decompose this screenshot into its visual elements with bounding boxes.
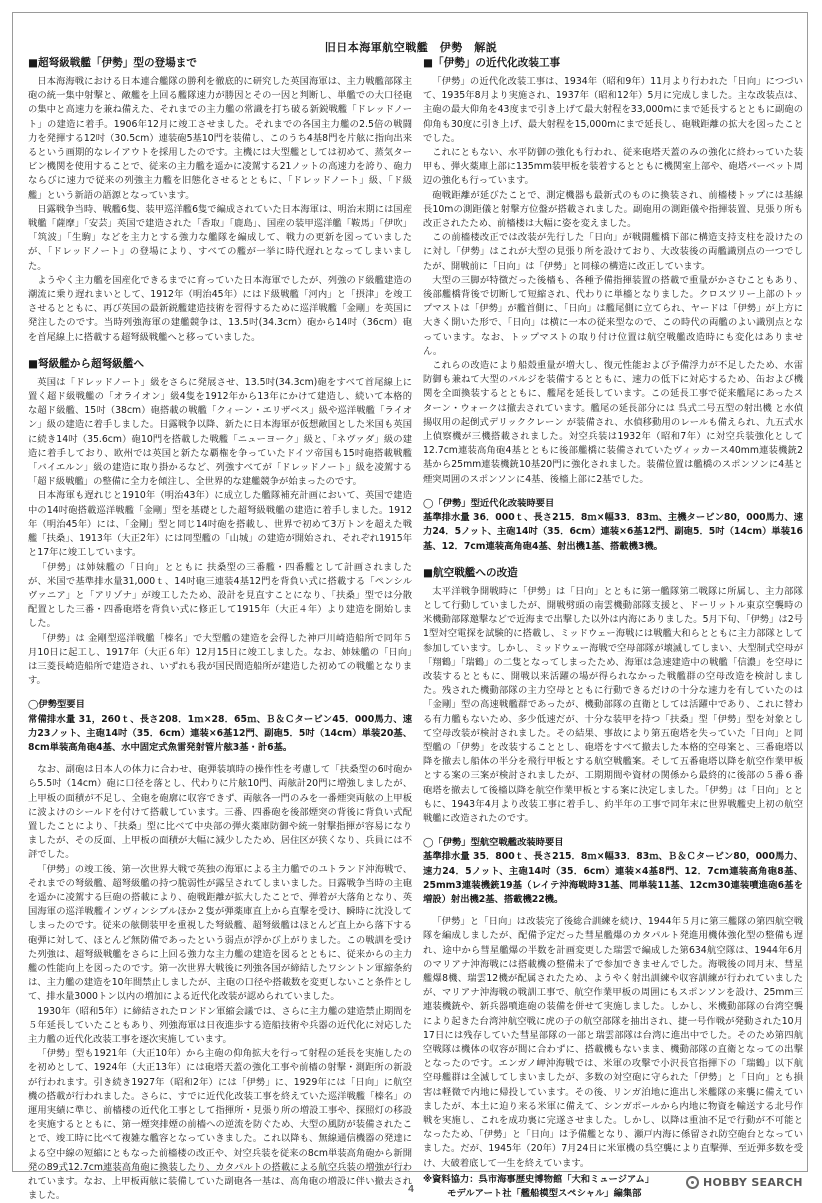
paragraph: ようやく主力艦を国産化できるまでに育っていた日本海軍でしたが、列強のド級艦建造の潮流に乗り遅れまいとして、1912年（明治45年）にはド級戦艦「河内」と「摂津」を竣工させるとともに、再び英国の最新鋭艦建造技術を習得するために巡洋戦艦「金剛」を英国に発注したのです。当時列強海軍の建艦競争は、13.5吋(34.3cm）砲から14吋（36cm）砲を首尾線上に搭載する超弩級戦艦へと移っていました。 bbox=[28, 274, 412, 343]
specs-title-ise-class: ◯伊勢型要目 bbox=[28, 699, 85, 711]
credit-line: モデルアート社「艦船模型スペシャル」編集部 bbox=[447, 1188, 642, 1200]
paragraph: 「伊勢」型も1921年（大正10年）から主砲の仰角拡大を行って射程の延長を実施したのを初めとして、1924年（大正13年）には砲塔天蓋の強化工事や前檣の射撃・測距所の新設が行われます。引き続き1927年（昭和2年）には「伊勢」に、1929年には「日向」に航空機の搭載が行われました。さらに、すでに近代化改装工事を終えていた巡洋戦艦「榛名」の運用実績に準じ、前檣楼の近代化工事として指揮所・見張り所の増設工事や、探照灯の移設を実施するとともに、第一煙突排煙の前檣への逆流を防ぐため、大型の風防が装備されたことで、竣工時に比べて複雑な艦容となっていきました。これ以降も、無線通信機器の発達による空中線の短縮にともなった前檣楼の改正や、対空兵装を従来の8cm単装高角砲から新開発の89式12.7cm連装高角砲に換装したり、カタパルトの搭載による航空兵装の増強が行われています。なお、上甲板両舷に装備していた副砲各一基は、高角砲の増設に伴い撤去されました。 bbox=[28, 1048, 412, 1202]
paragraph: 日本海海戦における日本連合艦隊の勝利を徹底的に研究した英国海軍は、主力戦艦部隊主砲の統一集中射撃と、敵艦を上回る艦隊速力が勝因とその一因と判断し、単艦での大口径砲の集中と高速力を兼ね備えた、それまでの主力艦の常識を打ち破る新鋭戦艦「ドレッドノート」の建造に着手。1906年12月に竣工させました。それまでの各国主力艦の2.5倍の戦闘力を発揮する12吋（30.5cm）連装砲5基10門を装備し、このうち4基8門を片舷に指向出来るという画期的なレイアウトを採用したのです。主機には大型艦としては初めて、蒸気タービン機関を使用することで、従来の主力艦を遥かに凌駕する21ノットの高速力を誇り、砲力ならびに速力で従来の列強主力艦を旧態化させるとともに、「ドレッドノート」級、「ド級艦」という新語の語源となっています。 bbox=[28, 76, 412, 201]
specs-text-modernized: 基準排水量 36．000ｔ、長さ215．8ｍ×幅33．83ｍ、主機タービン80，000馬力、速力24．5ノット、主砲14吋（35．6cm）連装×6基12門、副砲5．5吋（14cm）単装16基、12．7cm連装高角砲4基、射出機1基、搭載機3機。 bbox=[423, 512, 803, 552]
section-heading-modernization: ■「伊勢」の近代化改装工事 bbox=[423, 57, 561, 69]
paragraph: 日本海軍も遅れじと1910年（明治43年）に成立した艦隊補充計画において、英国で建造中の14吋砲搭載巡洋戦艦「金剛」型を基礎とした超弩級戦艦の建造に着手しました。1912年（明治45年）には、「金剛」型と同じ14吋砲を搭載し、世界で初めて3万トンを超えた戦艦「扶桑」、1913年（大正2年）には同型艦の「山城」の建造が開始され、それぞれ1915年と17年に竣工しています。 bbox=[28, 490, 412, 559]
paragraph: 「伊勢」の竣工後、第一次世界大戦で英独の海軍による主力艦でのユトランド沖海戦で、それまでの弩級艦、超弩級艦の持つ脆弱性が露呈されてしまいました。日露戦争当時の主砲を遥かに凌駕する巨砲の搭載により、砲戦距離が拡大したことで、弾着が大落角となり、英国海軍の巡洋戦艦インヴィンシブルほか２隻が弾薬庫直上から直撃を受け、瞬時に沈没してしまったのです。従来の舷側装甲を重視した弩級艦、超弩級艦はほとんど直上から落下する砲弾に対して、ほとんど無防備であったという弱点が浮かび上がりました。この戦訓を受けた列強は、超弩級戦艦をさらに上回る強力な主力艦の建造を図るとともに、従来からの主力艦の性能向上を図ったのです。第一次世界大戦後に列強各国が締結したワシントン軍縮条約は、主力艦の建造を10年間禁止しましたが、主砲の口径や搭載数を変更しないこと条件として、排水量3000トン以内の増加による近代化改装が認められていました。 bbox=[28, 863, 412, 1003]
paragraph: この前檣楼改正では改装が先行した「日向」が戦闘艦橋下部に構造支持支柱を設けたのに対し「伊勢」はこれが大型の見張り所を設けており、大改装後の両艦識別点の一つでしたが、開戦前に「日向」は「伊勢」と同様の構造に改正しています。 bbox=[423, 232, 803, 272]
paragraph: 「伊勢」は 金剛型巡洋戦艦「榛名」で大型艦の建造を会得した神戸川崎造船所で同年５月10日に起工し、1917年（大正６年）12月15日に竣工しました。なお、姉妹艦の「日向」は三菱長崎造船所で建造され、いずれも我が国民間造船所が建造した初めての戦艦となります。 bbox=[28, 632, 412, 687]
section-heading-superdreadnought: ■超弩級戦艦「伊勢」型の登場まで bbox=[28, 57, 197, 69]
page-number: 4 bbox=[407, 1184, 415, 1195]
paragraph: 1930年（昭和5年）に締結されたロンドン軍縮会議では、さらに主力艦の建造禁止期間を５年延長していたこともあり、列強海軍は日夜進歩する造船技術や兵器の近代化に対応した主力艦の近代化改装工事を逐次実施しています。 bbox=[28, 1005, 412, 1045]
paragraph: 「伊勢」の近代化改装工事は、1934年（昭和9年）11月より行われた「日向」につづいて、1935年8月より実施され、1937年（昭和12年）5月に完成しました。主な改装点は、主砲の最大仰角を43度まで引き上げて最大射程を33,000mにまで延長するとともに副砲の仰角も30度に引き上げ、最大射程を15,000mにまで延長し、砲戦距離の拡大を図ったことでした。 bbox=[423, 76, 803, 144]
paragraph: これらの改造により船殻重量が増大し、復元性能および予備浮力が不足したため、水雷防御も兼ねて大型のバルジを装備するとともに、速力の低下に対応するため、缶および機関を全面換装するとともに、艦尾を延長しています。この延長工事で従来艦尾にあったスターン・ウォークは撤去されています。艦尾の延長部分には 呉式二号五型の射出機 と水偵揚収用の起倒式デリッククレーン が装備され、水偵移動用のレールも備えられ、九五式水上偵察機が三機搭載されました。対空兵装は1932年（昭和7年）に対空兵装強化として12.7cm連装高角砲4基とともに後部艦橋に装備されていたヴィッカース40mm連装機銃2基から25mm連装機銃10基20門に強化されました。装備位置は艦橋のスポンソンに4基と煙突周囲のスポンソンに4基、後檣上部に2基でした。 bbox=[423, 360, 803, 485]
paragraph: 「伊勢」と「日向」は改装完了後総合訓練を続け、1944年５月に第三艦隊の第四航空戦隊を編成しましたが、配備予定だった彗星艦爆のカタパルト発進用機体強化型の整備も遅れ、途中から彗星艦爆の半数を計画変更した瑞雲で編成した第634航空隊は、1944年6月のマリアナ沖海戦には搭載機の整備未了で参加できませんでした。海戦後の同月末、彗星艦爆8機、瑞雲12機が配属されたため、ようやく射出訓練や収容訓練が行われていましたが、マリアナ沖海戦の戦訓工事で、航空作業甲板の周囲にもスポンソンを設け、25mm三連装機銃や、新兵器噴進砲の装備を併せて実施しました。しかし、米機動部隊の台湾空襲により起きた台湾沖航空戦に虎の子の航空部隊を抽出され、捷一号作戦が発動された10月17日には残存していた彗星部隊の一部と瑞雲部隊は台湾に進出中でした。そのため第四航空戦隊は機体の収容が間に合わずに、搭載機もないまま、機動部隊の直衛となっての出撃となったのです。エンガノ岬沖海戦では、米軍の攻撃で小沢長官指揮下の「瑞鶴」以下航空母艦群は全滅してしまいましたが、多数の対空砲に守られた「伊勢」と「日向」とも損害は軽微で内地に帰投しています。その後、リンガ泊地に進出し米艦隊の来襲に備えていましたが、本土に迫り来る米軍に備えて、シンガポールから内地に物資を輸送する北号作戦を実施し、これを成功裏に完遂させました。しかし、以降は重油不足で行動が不可能となったため、「伊勢」と「日向」は予備艦となり、瀬戸内海に係留され防空砲台となっていました。だが、1945年（20年）7月24日に米軍機の呉空襲により直撃弾、至近弾多数を受け、大破着底して一生を終えています。 bbox=[423, 916, 803, 1169]
specs-text-aviation-battleship: 基準排水量 35．800ｔ、長さ215．8ｍ×幅33．83ｍ、Ｂ＆Ｃタービン80，000馬力、速力24．5ノット、主砲14吋（35．6cm）連装×4基8門、12．7cm連装高角砲8基、25mm3連装機銃19基（レイテ沖海戦時31基、同単装11基、12cm30連装噴進砲6基を増設）射出機2基、搭載機22機。 bbox=[423, 851, 803, 905]
specs-title-modernized: ◯「伊勢」型近代化改装時要目 bbox=[423, 497, 555, 509]
watermark-text: HOBBY SEARCH bbox=[703, 1175, 803, 1189]
paragraph: これにともない、水平防御の強化も行われ、従来砲塔天蓋のみの強化に終わっていた装甲も、弾火薬庫上部に135mm装甲板を装着するとともに機関室上部や、砲塔バーベット周辺の強化も行っています。 bbox=[423, 147, 803, 187]
section-heading-dreadnought-to-super: ■弩級艦から超弩級艦へ bbox=[28, 357, 144, 370]
paragraph: 「伊勢」は姉妹艦の「日向」とともに 扶桑型の三番艦・四番艦として計画されましたが、米国で基準排水量31,000ｔ、14吋砲三連装4基12門を背負い式に搭載する「ペンシルヴァニア」と「アリゾナ」が竣工したため、設計を見直すことになり、「扶桑」型では分散配置とした三番・四番砲塔を背負い式に修正して1915年（大正４年）より建造を開始しました。 bbox=[28, 561, 412, 630]
specs-title-aviation-battleship: ◯「伊勢」型航空戦艦改装時要目 bbox=[423, 837, 564, 849]
paragraph: 英国は「ドレッドノート」級をさらに発展させ、13.5吋(34.3cm)砲をすべて首尾線上に置く超ド級戦艦の「オライオン」級4隻を1912年から13年にかけて建造し、続いて本格的な超ド級艦、15吋（38cm）砲搭載の戦艦「クィーン・エリザベス」級や巡洋戦艦「ライオン」級の建造に着手しました。日露戦争以降、新たに日本海軍が仮想敵国とした米国も英国に続き14吋（35.6cm）砲10門を搭載した戦艦「ニューヨーク」級と、「ネヴァダ」級の建造に着手しており、欧州では英国と新たな覇権を争っていたドイツ帝国も15吋砲搭載戦艦「バイエルン」級の建造に取り掛かるなど、列強すべてが「ドレッドノート」級を凌駕する「超ド級戦艦」の整備に全力を傾注し、全世界的な建艦競争が始まったのです。 bbox=[28, 376, 412, 488]
credit-line: ※資料協力：呉市海事歴史博物館「大和ミュージアム」 bbox=[423, 1173, 655, 1185]
paragraph: 大型の三脚が特徴だった後檣も、各種予備指揮装置の搭載で重量がかさむこともあり、後部艦橋背後で切断して短縮され、代わりに単檣となりました。クロスツリー上部のトップマストは「伊勢」が艦首側に、「日向」は艦尾側に立てられ、ヤードは「伊勢」が上方に大きく開いた形で、「日向」は横に一本の従来型なので、この時代の両艦のよい識別点となっています。なお、トップマストの取り付け位置は航空戦艦改造時にも変化はありません。 bbox=[423, 274, 803, 357]
document-title: 旧日本海軍航空戦艦 伊勢 解説 bbox=[324, 41, 498, 54]
paragraph: 日露戦争当時、戦艦6隻、装甲巡洋艦6隻で編成されていた日本海軍は、明治末期には国産戦艦「薩摩」「安芸」英国で建造された「香取」「鹿島」、国産の装甲巡洋艦「鞍馬」「伊吹」「筑波」「生駒」などを主力とする強力な艦隊を編成して、戦力の更新を図っていましたが、「ドレッドノート」の登場により、すべての艦が一挙に時代遅れとなってしまいました。 bbox=[28, 203, 412, 272]
left-column bbox=[28, 56, 412, 1202]
specs-text-ise-class: 常備排水量 31，260ｔ、長さ208．1ｍ×28．65ｍ、Ｂ＆Ｃタービン45．000馬力、速力23ノット、主砲14吋（35．6cm）連装×6基12門、副砲5．5吋（14cm）単装20基、8cm単装高角砲4基、水中固定式魚雷発射管片舷3基・計6基。 bbox=[28, 713, 412, 753]
hobby-search-logo bbox=[686, 1174, 803, 1190]
paragraph: なお、副砲は日本人の体力に合わせ、砲弾装填時の操作性を考慮して「扶桑型の6吋砲から5.5吋（14cm）砲に口径を落とし、代わりに片舷10門、両舷計20門に増強しましたが、上甲板の面積が不足し、全砲を砲廓に収容できず、両舷各一門のみを一番煙突両舷の上甲板に波よけのシールドを付けて搭載しています。三番、四番砲を後部煙突の背後に背負い式配置したことにより、「扶桑」型に比べて中央部の弾火薬庫防御や統一射撃指揮が容易になりましたが、その反面、上甲板の面積が大幅に減少したため、居住区が狭くなり、兵員には不評でした。 bbox=[28, 764, 412, 861]
paragraph: 太平洋戦争開戦時に「伊勢」は「日向」とともに第一艦隊第二戦隊に所属し、主力部隊として行動していましたが、開戦劈頭の南雲機動部隊支援と、ドーリットル東京空襲時の米機動部隊邀撃などで近海まで出撃した以外は内海にありました。5月下旬、「伊勢」は2号1型対空電探を試験的に搭載し、ミッドウェー海戦には戦艦大和らとともに主力部隊として参加しています。しかし、ミッドウェー海戦で空母部隊が壊滅してしまい、大型制式空母が「翔鶴」「瑞鶴」の二隻となってしまったため、海軍は急速建造中の戦艦「信濃」を空母に改装するとともに、開戦以来活躍の場が得られなかった戦艦群の空母改造を検討しました。残された機動部隊の主力空母とともに行動できるだけの十分な速力を有していたのは「金剛」型の高速戦艦群であったが、機動部隊の直衛としては活躍中であり、これに替わる有力艦もないため、多少低速だが、十分な装甲を持つ「扶桑」型「伊勢」型を対象として空母改装が検討されました。その結果、事故により第五砲塔を失っていた「日向」と同型艦の「伊勢」を改装することとし、砲塔をすべて撤去した本格的空母案と、三番砲塔以降を撤去し船体の半分を飛行甲板とする航空戦艦案。そして五番砲塔以降を航空作業甲板とする案の三案が検討されましたが、工期期間や資材の関係から最終的に後部の５番６番砲塔を撤去して後檣以降を航空作業甲板とする案に決定しました。「伊勢」は「日向」とともに、1943年4月より改装工事に着手し、約半年の工事で同年末に世界戦艦史上初の航空戦艦に改造されたのです。 bbox=[423, 585, 803, 824]
paragraph: 砲戦距離が延びたことで、測定機器も最新式のものに換装され、前檣楼トップには基線長10mの測距儀と射撃方位盤が搭載されました。副砲用の測距儀や指揮装置、見張り所も改正されたため、前檣楼は大幅に姿を変えました。 bbox=[423, 189, 803, 230]
section-heading-aviation-battleship: ■航空戦艦への改造 bbox=[423, 566, 518, 579]
hobby-search-circle-icon bbox=[686, 1176, 699, 1189]
